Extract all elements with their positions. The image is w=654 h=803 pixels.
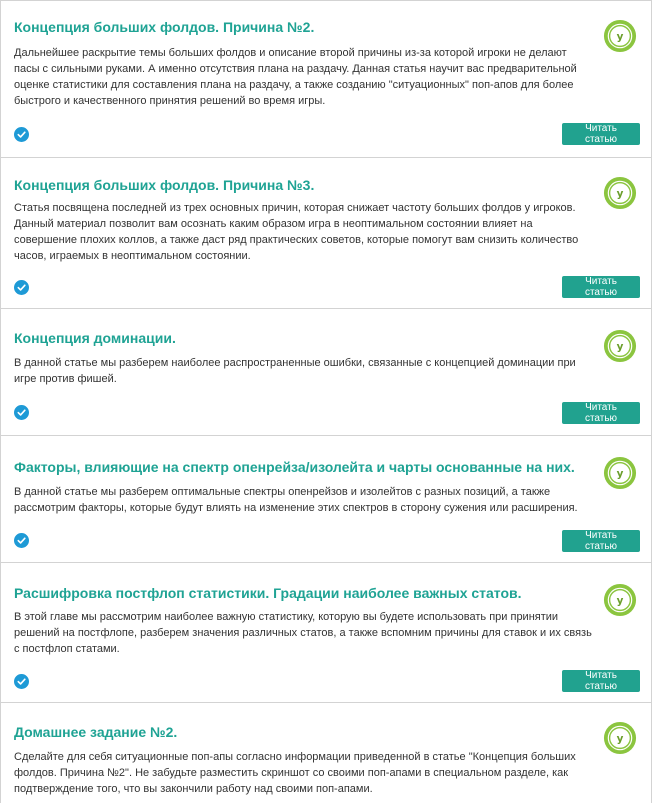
lesson-card xyxy=(0,703,652,803)
lesson-title[interactable]: Факторы, влияющие на спектр опенрейза/изолейта и чарты основанные на них. xyxy=(14,459,575,475)
level-badge-icon xyxy=(603,721,637,755)
lesson-description: Дальнейшее раскрытие темы больших фолдов и описание второй причины из-за которой игроки не делают пасы с сильными руками. А именно отсутствия плана на раздачу. Данная статья научит вас предварительной оценке статистики для составления плана на раздачу, а также созданию "ситуационных" поп-апов для более быстрого и качественного принятия решений во время игры. xyxy=(14,47,577,107)
badge-letter: у xyxy=(616,467,624,480)
lesson-card xyxy=(0,158,652,309)
level-badge-icon xyxy=(603,19,637,53)
lesson-title[interactable]: Домашнее задание №2. xyxy=(14,724,178,740)
lesson-description: Сделайте для себя ситуационные поп-апы согласно информации приведенной в статье "Концепция больших фолдов. Причина №2". Не забудьте разместить скриншот со своими поп-апами в специальном разделе, как подтверждение того, что вы закончили работу над своими поп-апами. xyxy=(14,751,576,795)
level-badge-icon xyxy=(603,583,637,617)
badge-letter: у xyxy=(616,30,624,43)
completed-check-icon xyxy=(14,405,29,420)
badge-letter: у xyxy=(616,187,624,200)
badge-letter: у xyxy=(616,594,624,607)
lesson-description: В данной статье мы разберем наиболее распространенные ошибки, связанные с концепцией доминации при игре против фишей. xyxy=(14,357,576,385)
read-article-button[interactable]: Читать статью xyxy=(562,123,640,145)
lesson-description: Статья посвящена последней из трех основных причин, которая снижает частоту больших фолдов у игроков. Данный материал позволит вам осознать каким образом игра в неоптимальном состоянии влияет на совершение плохих коллов, а также даст ряд практических советов, которые помогут вам снизить количество часов, играемых в неоптимальном состоянии. xyxy=(14,202,579,262)
lesson-card xyxy=(0,309,652,436)
completed-check-icon xyxy=(14,127,29,142)
lesson-description: В данной статье мы разберем оптимальные спектры опенрейзов и изолейтов с разных позиций, а также рассмотрим факторы, которые будут влиять на изменение этих спектров в сторону сужения или расширения. xyxy=(14,486,578,514)
lesson-card xyxy=(0,563,652,703)
badge-letter: у xyxy=(616,340,624,353)
level-badge-icon xyxy=(603,176,637,210)
level-badge-icon xyxy=(603,329,637,363)
read-article-button[interactable]: Читать статью xyxy=(562,670,640,692)
badge-letter: у xyxy=(616,732,624,745)
completed-check-icon xyxy=(14,674,29,689)
lesson-card xyxy=(0,0,652,158)
lesson-title[interactable]: Концепция больших фолдов. Причина №2. xyxy=(14,19,315,35)
read-article-button[interactable]: Читать статью xyxy=(562,530,640,552)
completed-check-icon xyxy=(14,533,29,548)
lesson-card xyxy=(0,436,652,563)
lesson-title[interactable]: Концепция больших фолдов. Причина №3. xyxy=(14,177,315,193)
completed-check-icon xyxy=(14,280,29,295)
level-badge-icon xyxy=(603,456,637,490)
lesson-title[interactable]: Расшифровка постфлоп статистики. Градации наиболее важных статов. xyxy=(14,585,522,601)
read-article-button[interactable]: Читать статью xyxy=(562,276,640,298)
lesson-title[interactable]: Концепция доминации. xyxy=(14,330,176,346)
read-article-button[interactable]: Читать статью xyxy=(562,402,640,424)
lesson-description: В этой главе мы рассмотрим наиболее важную статистику, которую вы будете использовать при принятии решений на постфлопе, разберем значения различных статов, а также вспомним причины для ставок и их связь с постфлоп статами. xyxy=(14,611,592,655)
